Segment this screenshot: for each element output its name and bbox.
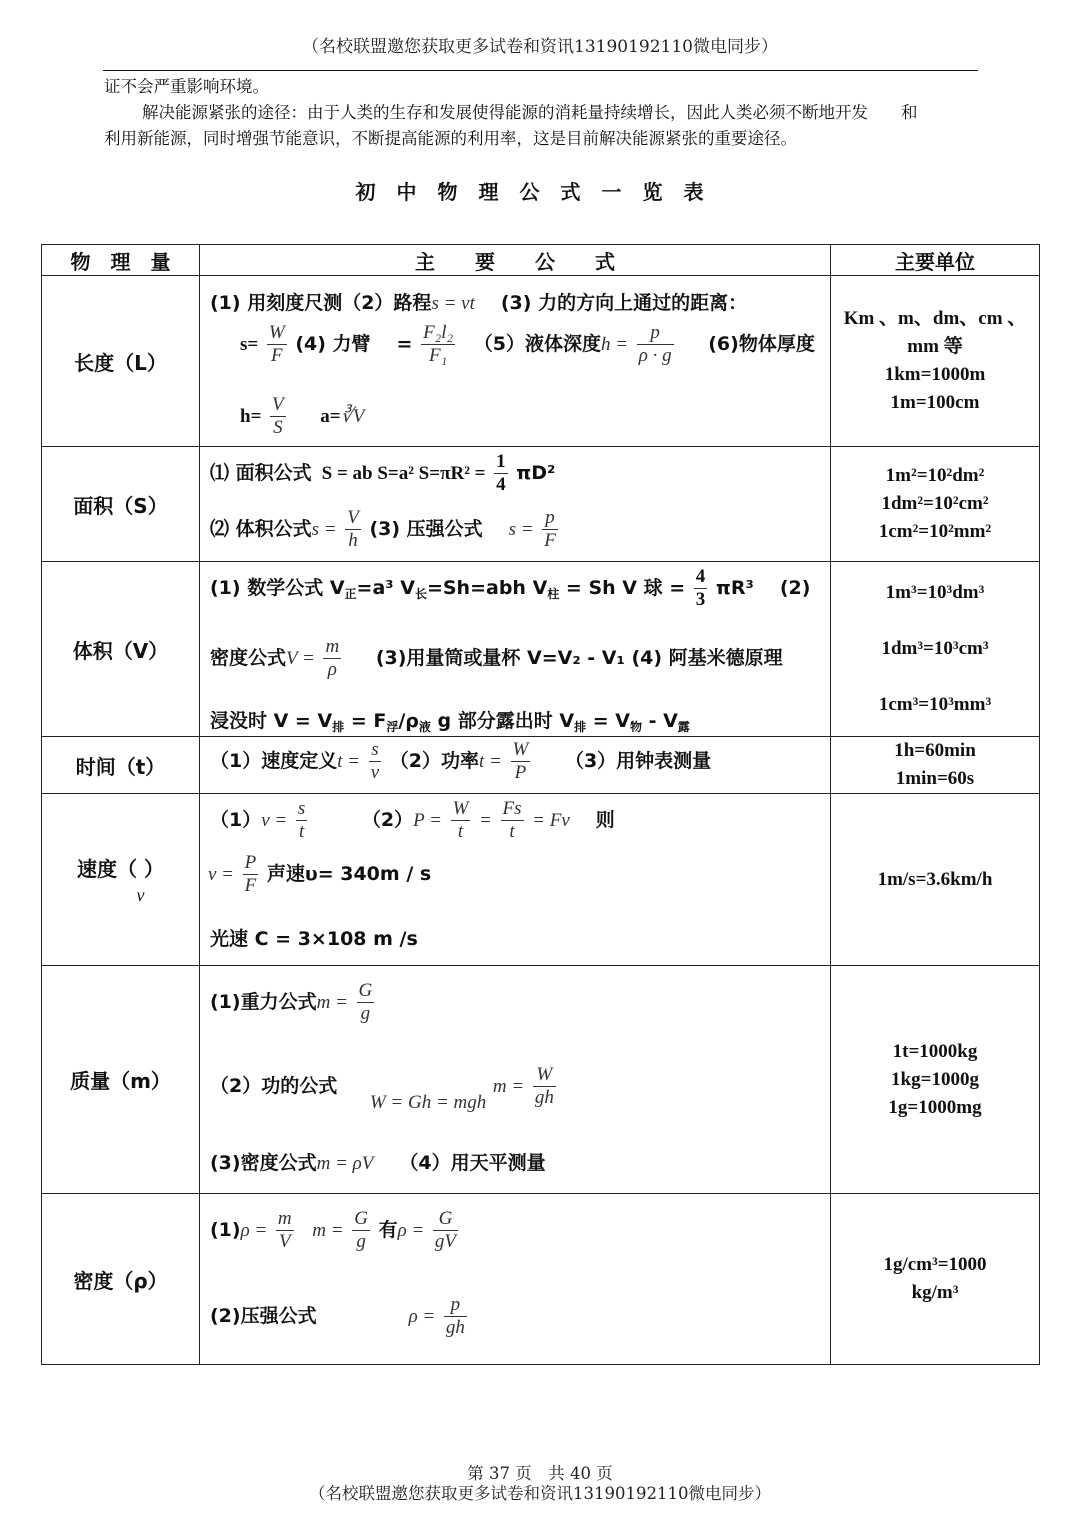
fraction: $\frac{Fs}{t}$: [502, 798, 522, 842]
table-row: [42, 966, 1040, 1194]
formula-cell: [200, 1194, 831, 1365]
formula-line: （1）v = $\frac{s}{t}$ （2）P = $\frac{W}{t}$ = $\frac{Fs}{t}$ = Fv 则: [210, 798, 615, 842]
unit-cell: 1m²=10²dm² 1dm²=10²cm² 1cm²=10²mm²: [831, 447, 1040, 562]
fraction: $\frac{W}{t}$: [452, 798, 469, 842]
table-row: [42, 276, 1040, 447]
fraction: $\frac{G}{g}$: [354, 1208, 368, 1252]
fraction: $\frac{V}{S}$: [272, 394, 284, 438]
formula-line: (1)重力公式m = $\frac{G}{g}$: [210, 980, 373, 1024]
formula-line: h= $\frac{V}{S}$ a=∛V: [240, 394, 365, 438]
footer-note: （名校联盟邀您获取更多试卷和资讯13190192110微电同步）: [309, 1484, 771, 1503]
formula-line: v = $\frac{P}{F}$ 声速υ= 340m / s: [208, 852, 432, 896]
fraction: $\frac{p}{gh}$: [445, 1294, 465, 1338]
fraction: $\frac{p}{\rho \cdot g}$: [638, 322, 672, 366]
fraction: $\frac{s}{v}$: [370, 739, 380, 783]
intro-line-3: 利用新能源，同时增强节能意识，不断提高能源的利用率，这是目前解决能源紧张的重要途径。: [104, 129, 797, 148]
unit-cell: 1t=1000kg 1kg=1000g 1g=1000mg: [831, 966, 1040, 1194]
unit-cell: Km 、m、dm、cm 、 mm 等 1km=1000m 1m=100cm: [831, 276, 1040, 447]
fraction: $\frac{G}{gV}$: [434, 1208, 457, 1252]
formula-line: （1）速度定义t = $\frac{s}{v}$ （2）功率t = $\frac{W}{P}$ （3）用钟表测量: [210, 739, 712, 783]
formula-cell: [200, 562, 831, 737]
header-rule: [103, 70, 978, 71]
formula-cell: [200, 276, 831, 447]
table-row: [42, 447, 1040, 562]
quantity-cell: 质量（m）: [42, 966, 200, 1194]
formula-cell: [200, 966, 831, 1194]
formula-line: 密度公式V = $\frac{m}{\rho}$ (3)用量筒或量杯 V=V₂ - V₁ (4) 阿基米德原理: [210, 636, 783, 680]
table-row: [42, 1194, 1040, 1365]
quantity-cell: 速度（ ） v: [42, 794, 200, 966]
fraction: $\frac{\text{F₂l₂}}{\text{F₁}}$: [423, 322, 454, 366]
quantity-cell: 面积（S）: [42, 447, 200, 562]
fraction: $\frac{W}{F}$: [268, 322, 285, 366]
formula-line: ⑴ 面积公式 S = ab S=a² S=πR² = $\frac{1}{4}$ πD²: [210, 451, 556, 495]
formula-line: (1) 数学公式 $V_正=a^3$ $V_长=Sh=abh$ $V_柱 = Sh$ V 球 = $\frac{4}{3}$ πR³ (2): [210, 566, 811, 610]
formula-line: s= $\frac{W}{F}$ (4) 力臂 = $\frac{\text{F₂l₂}}{\text{F₁}}$ （5）液体深度h = $\frac{p}{\rho \cdot g}$ (6)物体厚度: [240, 322, 815, 366]
quantity-cell: 时间（t）: [42, 737, 200, 794]
fraction: $\frac{W}{P}$: [512, 739, 529, 783]
formula-line: (1) 用刻度尺测（2）路程s = vt (3) 力的方向上通过的距离：: [210, 292, 748, 314]
table-row: [42, 737, 1040, 794]
fraction: $\frac{V}{h}$: [347, 507, 359, 551]
formula-line: (3)密度公式m = ρV （4）用天平测量: [210, 1152, 546, 1174]
quantity-cell: 长度（L）: [42, 276, 200, 447]
formula-line: 浸没时 $V = V_排 = F_浮/\rho_液$ g 部分露出时 $V_排 = V_物 - V_露$: [210, 710, 690, 734]
fraction: $\frac{s}{t}$: [297, 798, 306, 842]
table-title: 初中物理公式一览表: [355, 180, 725, 204]
page-number: 第 37 页 共 40 页: [467, 1464, 613, 1483]
table-row: [42, 794, 1040, 966]
column-header-quantity: 物 理 量: [42, 245, 200, 276]
formula-line: 光速 C = 3×108 m /s: [210, 928, 418, 950]
formula-table: [41, 244, 1040, 1365]
unit-cell: 1g/cm³=1000 kg/m³: [831, 1194, 1040, 1365]
formula-line: (1)ρ = $\frac{m}{V}$ m = $\frac{G}{g}$ 有ρ = $\frac{G}{gV}$: [210, 1208, 457, 1252]
fraction: $\frac{W}{gh}$: [534, 1064, 554, 1108]
formula-cell: [200, 737, 831, 794]
fraction: $\frac{1}{4}$: [496, 451, 506, 495]
formula-line: (2)压强公式 ρ = $\frac{p}{gh}$: [210, 1294, 465, 1338]
column-header-unit: 主要单位: [831, 245, 1040, 276]
speed-symbol: v: [136, 885, 145, 905]
quantity-cell: 体积（V）: [42, 562, 200, 737]
fraction: $\frac{m}{\rho}$: [325, 636, 340, 680]
formula-line: （2）功的公式 W = Gh = mgh m = $\frac{W}{gh}$: [210, 1064, 554, 1113]
header-note: （名校联盟邀您获取更多试卷和资讯13190192110微电同步）: [302, 37, 778, 57]
column-header-formula: 主 要 公 式: [200, 245, 831, 276]
formula-line: ⑵ 体积公式s = $\frac{V}{h}$ (3) 压强公式 s = $\frac{p}{F}$: [210, 507, 556, 551]
fraction: $\frac{P}{F}$: [244, 852, 257, 896]
unit-cell: 1h=60min 1min=60s: [831, 737, 1040, 794]
fraction: $\frac{4}{3}$: [695, 566, 706, 610]
intro-line-2: 解决能源紧张的途径：由于人类的生存和发展使得能源的消耗量持续增长，因此人类必须不断地开发 和: [142, 103, 918, 122]
fraction: $\frac{m}{V}$: [277, 1208, 292, 1252]
formula-cell: [200, 794, 831, 966]
intro-line-1: 证不会严重影响环境。: [104, 77, 269, 96]
unit-cell: 1m³=10³dm³ 1dm³=10³cm³ 1cm³=10³mm³: [831, 562, 1040, 737]
formula-cell: [200, 447, 831, 562]
unit-cell: 1m/s=3.6km/h: [831, 794, 1040, 966]
quantity-cell: 密度（ρ）: [42, 1194, 200, 1365]
table-row: [42, 562, 1040, 737]
table-header-row: [42, 245, 1040, 276]
fraction: $\frac{p}{F}$: [544, 507, 556, 551]
fraction: $\frac{G}{g}$: [358, 980, 373, 1024]
